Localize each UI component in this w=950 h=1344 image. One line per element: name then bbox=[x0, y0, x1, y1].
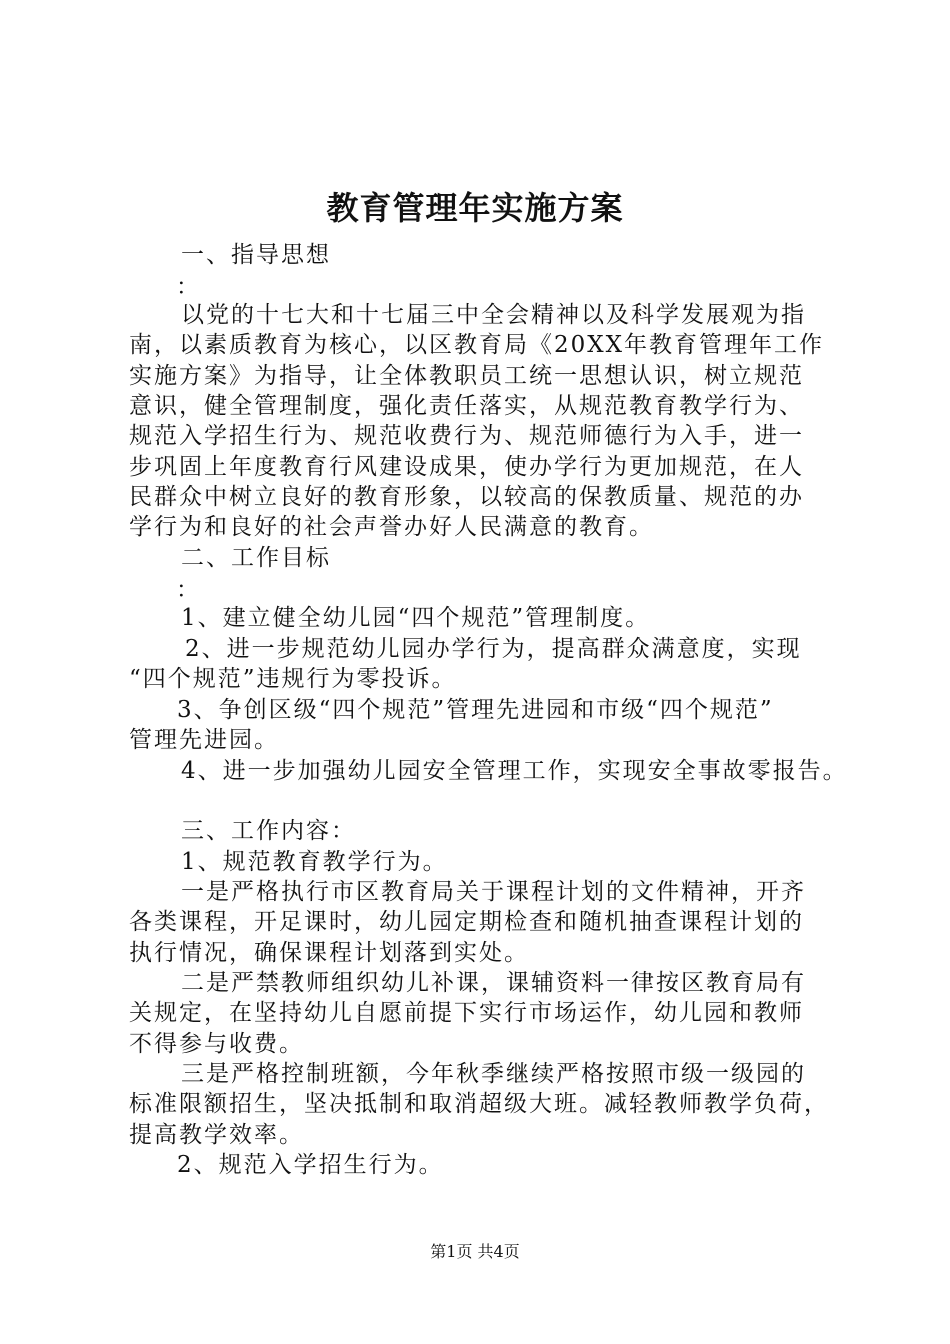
heading-colon: ： bbox=[176, 577, 201, 603]
goal-item-continued: 管理先进园。 bbox=[129, 727, 279, 753]
subheading: 2、规范入学招生行为。 bbox=[177, 1152, 444, 1178]
paragraph-line: 提高教学效率。 bbox=[129, 1122, 304, 1148]
paragraph-line: 步巩固上年度教育行风建设成果，使办学行为更加规范，在人 bbox=[129, 454, 804, 480]
paragraph-line: 不得参与收费。 bbox=[129, 1031, 304, 1057]
goal-item: 2、进一步规范幼儿园办学行为，提高群众满意度，实现 bbox=[185, 636, 802, 662]
goal-item: 4、进一步加强幼儿园安全管理工作，实现安全事故零报告。 bbox=[181, 758, 848, 784]
document-title: 教育管理年实施方案 bbox=[326, 189, 624, 227]
paragraph-line: 实施方案》为指导，让全体教职员工统一思想认识，树立规范 bbox=[129, 363, 804, 389]
heading-work-content: 三、工作内容： bbox=[181, 818, 356, 844]
subheading: 1、规范教育教学行为。 bbox=[181, 849, 448, 875]
heading-guiding-ideology: 一、指导思想 bbox=[181, 242, 331, 268]
paragraph-line: 以党的十七大和十七届三中全会精神以及科学发展观为指 bbox=[181, 302, 806, 328]
paragraph-line: 标准限额招生，坚决抵制和取消超级大班。减轻教师教学负荷， bbox=[129, 1091, 829, 1117]
page-number-footer: 第1页 共4页 bbox=[430, 1242, 520, 1261]
paragraph-line: 民群众中树立良好的教育形象，以较高的保教质量、规范的办 bbox=[129, 484, 804, 510]
paragraph-line: 规范入学招生行为、规范收费行为、规范师德行为入手，进一 bbox=[129, 423, 804, 449]
goal-item: 3、争创区级“四个规范”管理先进园和市级“四个规范” bbox=[177, 697, 774, 723]
paragraph-line: 执行情况，确保课程计划落到实处。 bbox=[129, 940, 529, 966]
heading-colon: ： bbox=[176, 274, 201, 300]
paragraph-line: 意识，健全管理制度，强化责任落实，从规范教育教学行为、 bbox=[129, 393, 804, 419]
paragraph-line: 三是严格控制班额，今年秋季继续严格按照市级一级园的 bbox=[181, 1061, 806, 1087]
paragraph-line: 学行为和良好的社会声誉办好人民满意的教育。 bbox=[129, 514, 654, 540]
goal-item-continued: “四个规范”违规行为零投诉。 bbox=[129, 666, 457, 692]
heading-work-goals: 二、工作目标 bbox=[181, 545, 331, 571]
paragraph-line: 二是严禁教师组织幼儿补课，课辅资料一律按区教育局有 bbox=[181, 970, 806, 996]
paragraph-line: 一是严格执行市区教育局关于课程计划的文件精神，开齐 bbox=[181, 879, 806, 905]
paragraph-line: 关规定，在坚持幼儿自愿前提下实行市场运作，幼儿园和教师 bbox=[129, 1000, 804, 1026]
paragraph-line: 南，以素质教育为核心，以区教育局《20XX年教育管理年工作 bbox=[129, 332, 825, 358]
paragraph-line: 各类课程，开足课时，幼儿园定期检查和随机抽查课程计划的 bbox=[129, 909, 804, 935]
goal-item: 1、建立健全幼儿园“四个规范”管理制度。 bbox=[181, 605, 651, 631]
